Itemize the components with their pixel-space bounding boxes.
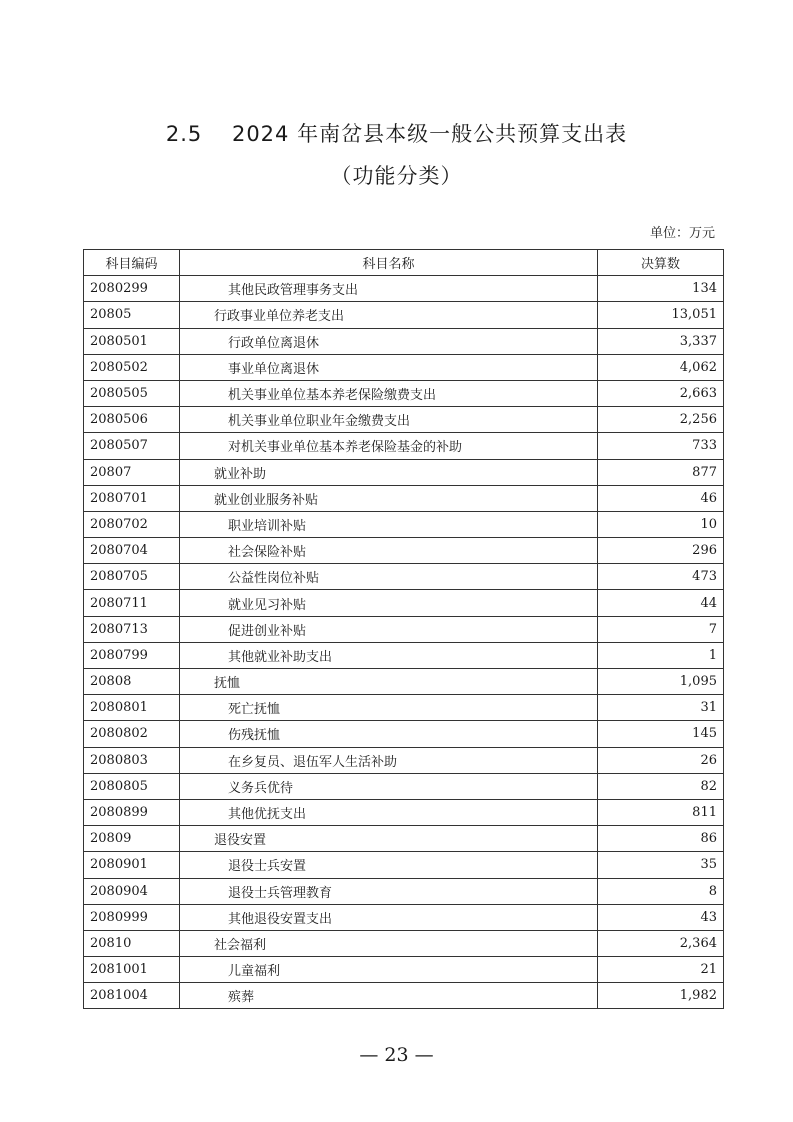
row-code: 2080507 <box>84 433 180 459</box>
header-value: 决算数 <box>598 250 724 276</box>
row-value: 13,051 <box>598 302 724 328</box>
header-name: 科目名称 <box>180 250 598 276</box>
table-row <box>84 302 724 328</box>
row-code: 2080805 <box>84 773 180 799</box>
row-code: 20809 <box>84 826 180 852</box>
row-code: 2080502 <box>84 354 180 380</box>
unit-label: 单位：万元 <box>649 226 715 241</box>
table-row <box>84 773 724 799</box>
row-name: 儿童福利 <box>180 957 598 983</box>
row-value: 7 <box>598 616 724 642</box>
table-row <box>84 538 724 564</box>
row-value: 43 <box>598 904 724 930</box>
table-row <box>84 590 724 616</box>
table-row <box>84 616 724 642</box>
row-name: 就业创业服务补贴 <box>180 485 598 511</box>
page-subtitle: （功能分类） <box>330 164 463 188</box>
row-code: 2080704 <box>84 538 180 564</box>
row-name: 伤残抚恤 <box>180 721 598 747</box>
table-row <box>84 721 724 747</box>
row-code: 20810 <box>84 930 180 956</box>
row-name: 其他退役安置支出 <box>180 904 598 930</box>
row-code: 2080701 <box>84 485 180 511</box>
row-name: 事业单位离退休 <box>180 354 598 380</box>
row-value: 21 <box>598 957 724 983</box>
row-code: 2080299 <box>84 276 180 302</box>
row-name: 行政单位离退休 <box>180 328 598 354</box>
row-value: 10 <box>598 511 724 537</box>
row-name: 退役安置 <box>180 826 598 852</box>
row-value: 473 <box>598 564 724 590</box>
row-name: 其他民政管理事务支出 <box>180 276 598 302</box>
row-value: 733 <box>598 433 724 459</box>
table-row <box>84 328 724 354</box>
table-row <box>84 380 724 406</box>
row-value: 145 <box>598 721 724 747</box>
table-row <box>84 904 724 930</box>
row-name: 职业培训补贴 <box>180 511 598 537</box>
row-code: 20807 <box>84 459 180 485</box>
table-row <box>84 276 724 302</box>
table-row <box>84 826 724 852</box>
row-code: 2080803 <box>84 747 180 773</box>
row-name: 殡葬 <box>180 983 598 1009</box>
row-code: 2080506 <box>84 407 180 433</box>
row-value: 4,062 <box>598 354 724 380</box>
row-name: 抚恤 <box>180 669 598 695</box>
table-row <box>84 799 724 825</box>
row-name: 退役士兵管理教育 <box>180 878 598 904</box>
row-value: 2,663 <box>598 380 724 406</box>
page-title: 2.5 2024 年南岔县本级一般公共预算支出表 <box>165 122 628 146</box>
row-name: 其他优抚支出 <box>180 799 598 825</box>
row-value: 82 <box>598 773 724 799</box>
page-number: — 23 — <box>359 1044 434 1066</box>
row-value: 26 <box>598 747 724 773</box>
header-code: 科目编码 <box>84 250 180 276</box>
row-name: 机关事业单位基本养老保险缴费支出 <box>180 380 598 406</box>
row-code: 2081001 <box>84 957 180 983</box>
row-code: 2080505 <box>84 380 180 406</box>
row-code: 2081004 <box>84 983 180 1009</box>
table-body <box>84 276 724 1009</box>
row-value: 877 <box>598 459 724 485</box>
table-row <box>84 695 724 721</box>
row-code: 2080801 <box>84 695 180 721</box>
table-row <box>84 511 724 537</box>
table-row <box>84 354 724 380</box>
table-row <box>84 485 724 511</box>
row-code: 2080999 <box>84 904 180 930</box>
row-code: 2080899 <box>84 799 180 825</box>
table-row <box>84 878 724 904</box>
row-code: 2080705 <box>84 564 180 590</box>
row-name: 就业补助 <box>180 459 598 485</box>
row-code: 2080501 <box>84 328 180 354</box>
row-value: 2,364 <box>598 930 724 956</box>
row-value: 3,337 <box>598 328 724 354</box>
row-name: 行政事业单位养老支出 <box>180 302 598 328</box>
row-value: 1,982 <box>598 983 724 1009</box>
row-name: 社会福利 <box>180 930 598 956</box>
row-name: 就业见习补贴 <box>180 590 598 616</box>
row-name: 机关事业单位职业年金缴费支出 <box>180 407 598 433</box>
row-code: 20805 <box>84 302 180 328</box>
row-value: 2,256 <box>598 407 724 433</box>
table-row <box>84 642 724 668</box>
row-code: 2080711 <box>84 590 180 616</box>
table-row <box>84 957 724 983</box>
row-code: 2080799 <box>84 642 180 668</box>
row-name: 义务兵优待 <box>180 773 598 799</box>
row-name: 促进创业补贴 <box>180 616 598 642</box>
table-row <box>84 407 724 433</box>
row-name: 死亡抚恤 <box>180 695 598 721</box>
table-row <box>84 459 724 485</box>
row-value: 8 <box>598 878 724 904</box>
table-row <box>84 983 724 1009</box>
row-value: 44 <box>598 590 724 616</box>
row-value: 35 <box>598 852 724 878</box>
row-code: 20808 <box>84 669 180 695</box>
row-code: 2080802 <box>84 721 180 747</box>
table-row <box>84 433 724 459</box>
row-name: 退役士兵安置 <box>180 852 598 878</box>
row-value: 811 <box>598 799 724 825</box>
row-name: 社会保险补贴 <box>180 538 598 564</box>
table-row <box>84 852 724 878</box>
row-value: 1 <box>598 642 724 668</box>
row-value: 86 <box>598 826 724 852</box>
table-row <box>84 564 724 590</box>
table-row <box>84 669 724 695</box>
table-row <box>84 930 724 956</box>
row-name: 公益性岗位补贴 <box>180 564 598 590</box>
row-code: 2080901 <box>84 852 180 878</box>
row-code: 2080702 <box>84 511 180 537</box>
expenditure-table <box>83 249 724 1009</box>
row-value: 46 <box>598 485 724 511</box>
table-row <box>84 747 724 773</box>
row-code: 2080713 <box>84 616 180 642</box>
row-value: 31 <box>598 695 724 721</box>
row-name: 在乡复员、退伍军人生活补助 <box>180 747 598 773</box>
row-value: 296 <box>598 538 724 564</box>
row-value: 1,095 <box>598 669 724 695</box>
row-code: 2080904 <box>84 878 180 904</box>
table-header-row <box>84 250 724 276</box>
row-value: 134 <box>598 276 724 302</box>
row-name: 其他就业补助支出 <box>180 642 598 668</box>
row-name: 对机关事业单位基本养老保险基金的补助 <box>180 433 598 459</box>
